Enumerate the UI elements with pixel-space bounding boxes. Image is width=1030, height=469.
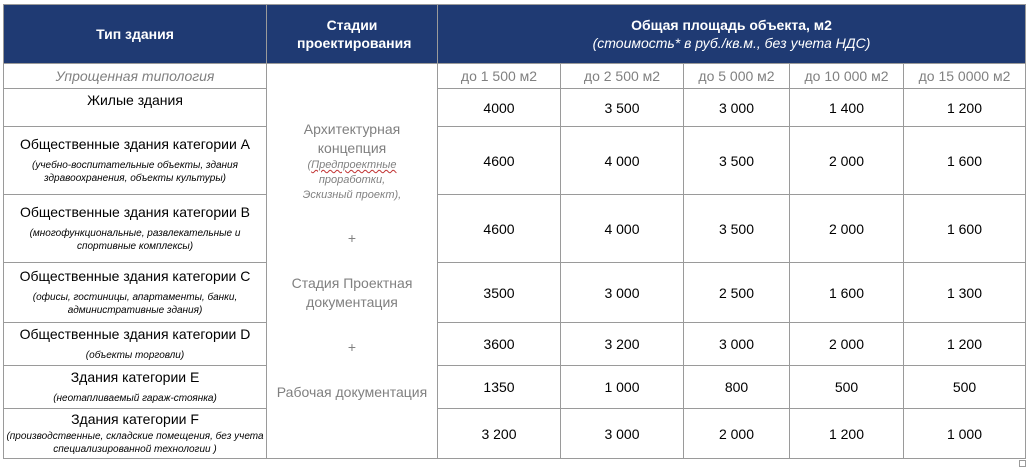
header-design-stages: [267, 5, 438, 64]
range-col-3: до 5 000 м2: [684, 64, 790, 89]
range-col-5: до 15 0000 м2: [904, 64, 1026, 89]
building-type-desc: (многофункциональные, развлекательные и спортивные комплексы): [29, 228, 241, 252]
building-type-name: Здания категории Е: [70, 369, 200, 385]
building-type-name: Общественные здания категории А: [19, 136, 250, 152]
price-cell: 2 000: [790, 127, 904, 195]
price-cell: 4600: [438, 195, 561, 263]
stage-concept-note-a: Предпроектные: [311, 159, 397, 171]
price-cell: 1 300: [904, 263, 1026, 323]
price-cell: 1350: [438, 366, 561, 409]
stage-concept-note-c: Эскизный проект),: [302, 189, 402, 201]
price-cell: 2 000: [684, 409, 790, 459]
stage-plus-1: +: [347, 230, 357, 246]
table-row: [4, 195, 1026, 263]
price-cell: 3600: [438, 323, 561, 366]
header-area: [438, 5, 1026, 64]
building-type-cell: [4, 195, 267, 263]
building-type-desc: (объекты торговли): [85, 350, 185, 361]
price-cell: 2 000: [790, 195, 904, 263]
price-cell: 500: [904, 366, 1026, 409]
price-cell: 2 500: [684, 263, 790, 323]
price-cell: 4 000: [561, 195, 684, 263]
building-type-name: Здания категории F: [71, 411, 199, 427]
building-type-cell: [4, 89, 267, 127]
price-cell: 3 000: [561, 409, 684, 459]
building-type-cell: [4, 366, 267, 409]
subheader-row: [4, 64, 1026, 89]
building-type-name: Общественные здания категории D: [19, 326, 251, 342]
price-cell: 3 000: [561, 263, 684, 323]
table-row: [4, 89, 1026, 127]
price-cell: 3500: [438, 263, 561, 323]
table-row: [4, 366, 1026, 409]
building-type-desc: (производственные, складские помещения, без учета специализированной технологии ): [6, 431, 264, 455]
stages-cell: [267, 64, 438, 459]
price-cell: 1 600: [790, 263, 904, 323]
price-cell: 1 000: [561, 366, 684, 409]
price-cell: 500: [790, 366, 904, 409]
table-row: [4, 127, 1026, 195]
building-type-cell: [4, 409, 267, 459]
building-type-name: Общественные здания категории В: [19, 204, 250, 220]
price-cell: 3 200: [438, 409, 561, 459]
building-type-name: Общественные здания категории С: [19, 268, 251, 284]
stage-project-docs: Стадия Проектная документация: [291, 275, 413, 310]
table-row: [4, 409, 1026, 459]
building-type-cell: [4, 323, 267, 366]
price-cell: 3 500: [561, 89, 684, 127]
price-cell: 1 400: [790, 89, 904, 127]
stage-concept-note: (Предпроектные проработки, Эскизный проект),: [302, 159, 402, 201]
price-cell: 1 200: [904, 89, 1026, 127]
stage-plus-2: +: [347, 339, 357, 355]
table-row: [4, 323, 1026, 366]
range-col-2: до 2 500 м2: [561, 64, 684, 89]
building-type-cell: [4, 127, 267, 195]
building-type-cell: [4, 263, 267, 323]
price-cell: 1 200: [790, 409, 904, 459]
building-type-name: Жилые здания: [87, 92, 183, 108]
building-type-desc: (неотапливаемый гараж-стоянка): [53, 393, 217, 404]
price-cell: 1 600: [904, 127, 1026, 195]
price-cell: 3 500: [684, 195, 790, 263]
stage-concept: Архитектурная концепция: [303, 121, 401, 156]
table-row: [4, 263, 1026, 323]
building-type-desc: (учебно-воспитательные объекты, здания здравоохранения, объекты культуры): [32, 160, 238, 184]
price-cell: 4000: [438, 89, 561, 127]
price-cell: 3 000: [684, 89, 790, 127]
price-cell: 4600: [438, 127, 561, 195]
header-design-stages-label: Стадии проектирования: [297, 17, 412, 51]
price-table: [3, 4, 1026, 459]
price-cell: 3 200: [561, 323, 684, 366]
price-cell: 3 000: [684, 323, 790, 366]
range-col-1: до 1 500 м2: [438, 64, 561, 89]
resize-handle-icon: [1019, 460, 1026, 467]
building-type-desc: (офисы, гостиницы, апартаменты, банки, административные здания): [32, 292, 238, 316]
price-cell: 3 500: [684, 127, 790, 195]
header-area-title: Общая площадь объекта, м2: [631, 17, 832, 33]
typology-label: Упрощенная типология: [4, 64, 267, 89]
price-cell: 1 600: [904, 195, 1026, 263]
header-area-note: (стоимость* в руб./кв.м., без учета НДС): [592, 35, 871, 51]
stage-working-docs: Рабочая документация: [276, 384, 428, 400]
table-header-row: [4, 5, 1026, 64]
price-cell: 2 000: [790, 323, 904, 366]
stage-concept-note-b: проработки,: [318, 174, 386, 186]
price-cell: 800: [684, 366, 790, 409]
range-col-4: до 10 000 м2: [790, 64, 904, 89]
price-cell: 1 200: [904, 323, 1026, 366]
header-building-type: Тип здания: [4, 5, 267, 64]
price-cell: 1 000: [904, 409, 1026, 459]
price-cell: 4 000: [561, 127, 684, 195]
